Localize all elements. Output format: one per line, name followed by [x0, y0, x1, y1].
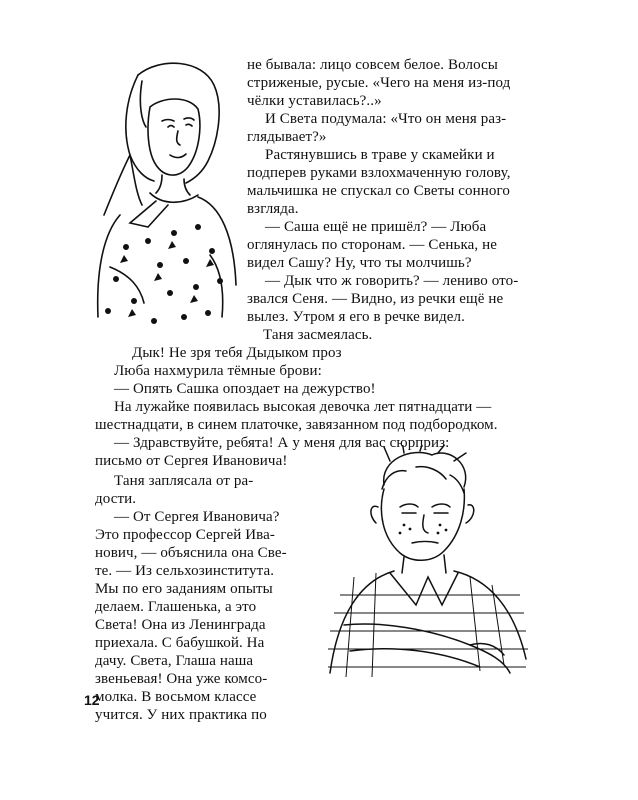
text-line: молка. В восьмом классе: [95, 689, 257, 705]
text-line: дости.: [95, 491, 137, 507]
boy-illustration: [320, 445, 540, 685]
text-line: — Здравствуйте, ребята! А у меня для вас сюрприз:: [114, 435, 450, 451]
text-line: письмо от Сергея Ивановича!: [95, 453, 288, 469]
text-line: подперев руками взлохмаченную голову,: [247, 165, 511, 181]
text-line: приехала. С бабушкой. На: [95, 635, 265, 651]
text-line: — Опять Сашка опоздает на дежурство!: [114, 381, 376, 397]
text-line: На лужайке появилась высокая девочка лет пятнадцати —: [114, 399, 492, 415]
text-line: звался Сеня. — Видно, из речки ещё не: [247, 291, 504, 307]
text-line: Света! Она из Ленинграда: [95, 617, 266, 633]
text-line: оглянулась по сторонам. — Сенька, не: [247, 237, 497, 253]
text-line: глядывает?»: [247, 129, 327, 145]
text-line: делаем. Глашенька, а это: [95, 599, 257, 615]
text-line: не бывала: лицо совсем белое. Волосы: [247, 57, 498, 73]
text-line: те. — Из сельхозинститута.: [95, 563, 275, 579]
text-line: — Дык что ж говорить? — лениво ото-: [265, 273, 519, 289]
text-line: Мы по его заданиям опыты: [95, 581, 273, 597]
text-line: Дык! Не зря тебя Дыдыком проз: [132, 345, 342, 361]
text-line: И Света подумала: «Что он меня раз-: [265, 111, 507, 127]
text-line: Таня засмеялась.: [263, 327, 373, 343]
text-line: — Саша ещё не пришёл? — Люба: [265, 219, 487, 235]
text-line: стриженые, русые. «Чего на меня из-под: [247, 75, 511, 91]
text-line: учится. У них практика по: [95, 707, 267, 723]
text-line: нович, — объяснила она Све-: [95, 545, 287, 561]
text-line: шестнадцати, в синем платочке, завязанном под подбородком.: [95, 417, 498, 433]
text-line: Таня заплясала от ра-: [114, 473, 254, 489]
text-line: дачу. Света, Глаша наша: [95, 653, 254, 669]
page-number: 12: [84, 692, 100, 708]
text-line: вылез. Утром я его в речке видел.: [247, 309, 465, 325]
girl-illustration: [90, 55, 240, 340]
text-line: Люба нахмурила тёмные брови:: [114, 363, 322, 379]
text-line: Растянувшись в траве у скамейки и: [265, 147, 495, 163]
text-line: звеньевая! Она уже комсо-: [95, 671, 268, 687]
text-line: Это профессор Сергей Ива-: [95, 527, 275, 543]
text-line: мальчишка не спускал со Светы сонного: [247, 183, 510, 199]
text-line: — От Сергея Ивановича?: [114, 509, 280, 525]
text-line: видел Сашу? Ну, что ты молчишь?: [247, 255, 472, 271]
text-line: взгляда.: [247, 201, 299, 217]
text-line: чёлки уставилась?..»: [247, 93, 382, 109]
